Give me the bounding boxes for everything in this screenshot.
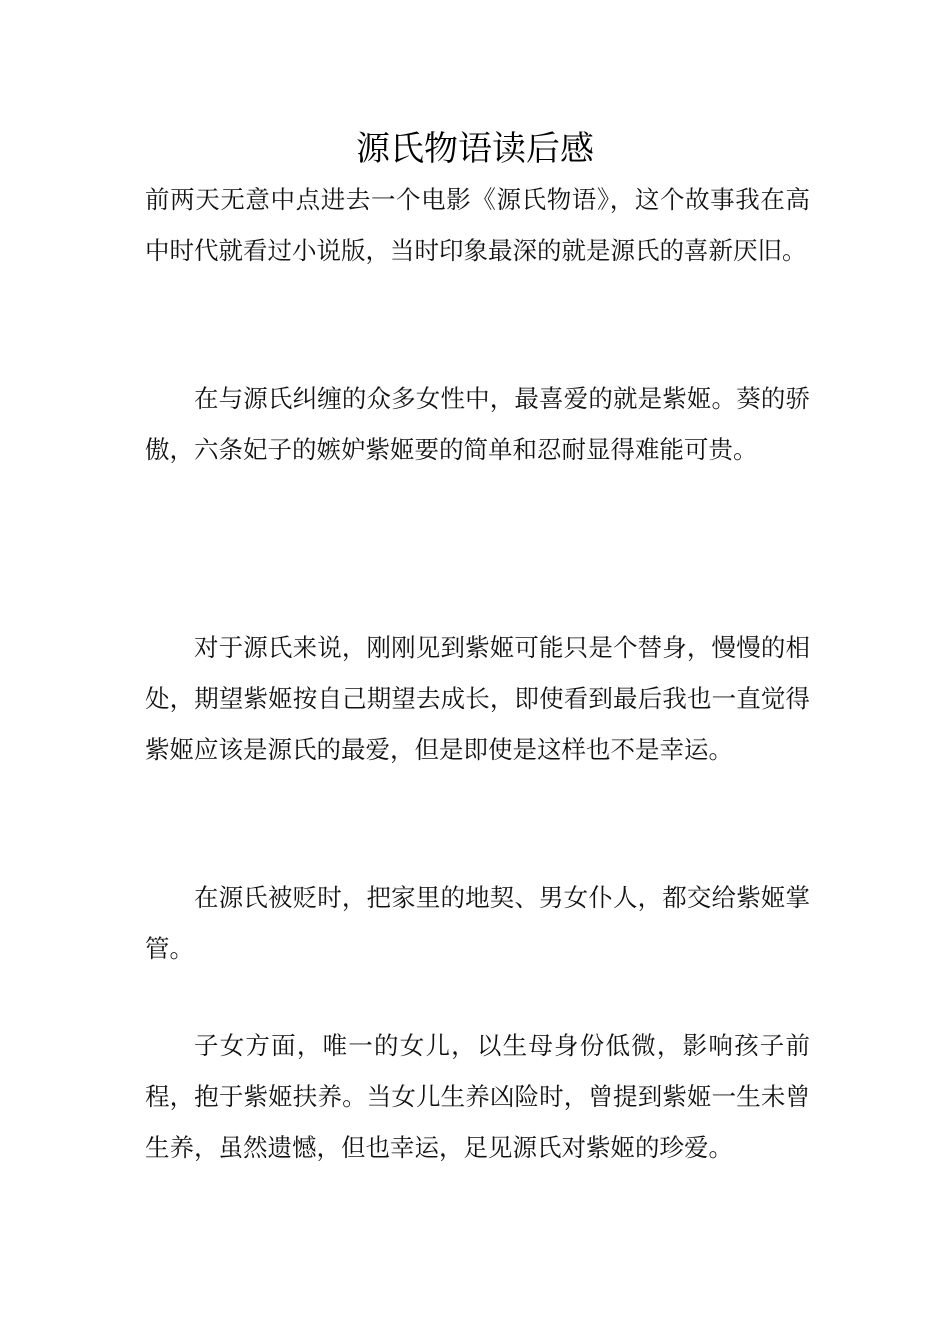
document-title: 源氏物语读后感 — [356, 129, 594, 169]
paragraph-2: 在与源氏纠缠的众多女性中，最喜爱的就是紫姬。葵的骄傲，六条妃子的嫉妒紫姬要的简单和忍耐显得难能可贵。 — [145, 384, 810, 464]
paragraph-3: 对于源氏来说，刚刚见到紫姬可能只是个替身，慢慢的相处，期望紫姬按自己期望去成长，即使看到最后我也一直觉得紫姬应该是源氏的最爱，但是即使是这样也不是幸运。 — [145, 633, 810, 764]
paragraph-5: 子女方面，唯一的女儿，以生母身份低微，影响孩子前程，抱于紫姬扶养。当女儿生养凶险时，曾提到紫姬一生未曾生养，虽然遗憾，但也幸运，足见源氏对紫姬的珍爱。 — [145, 1031, 810, 1162]
paragraph-4: 在源氏被贬时，把家里的地契、男女仆人，都交给紫姬掌管。 — [145, 883, 810, 963]
paragraph-1: 前两天无意中点进去一个电影《源氏物语》，这个故事我在高中时代就看过小说版，当时印象最深的就是源氏的喜新厌旧。 — [145, 185, 810, 265]
